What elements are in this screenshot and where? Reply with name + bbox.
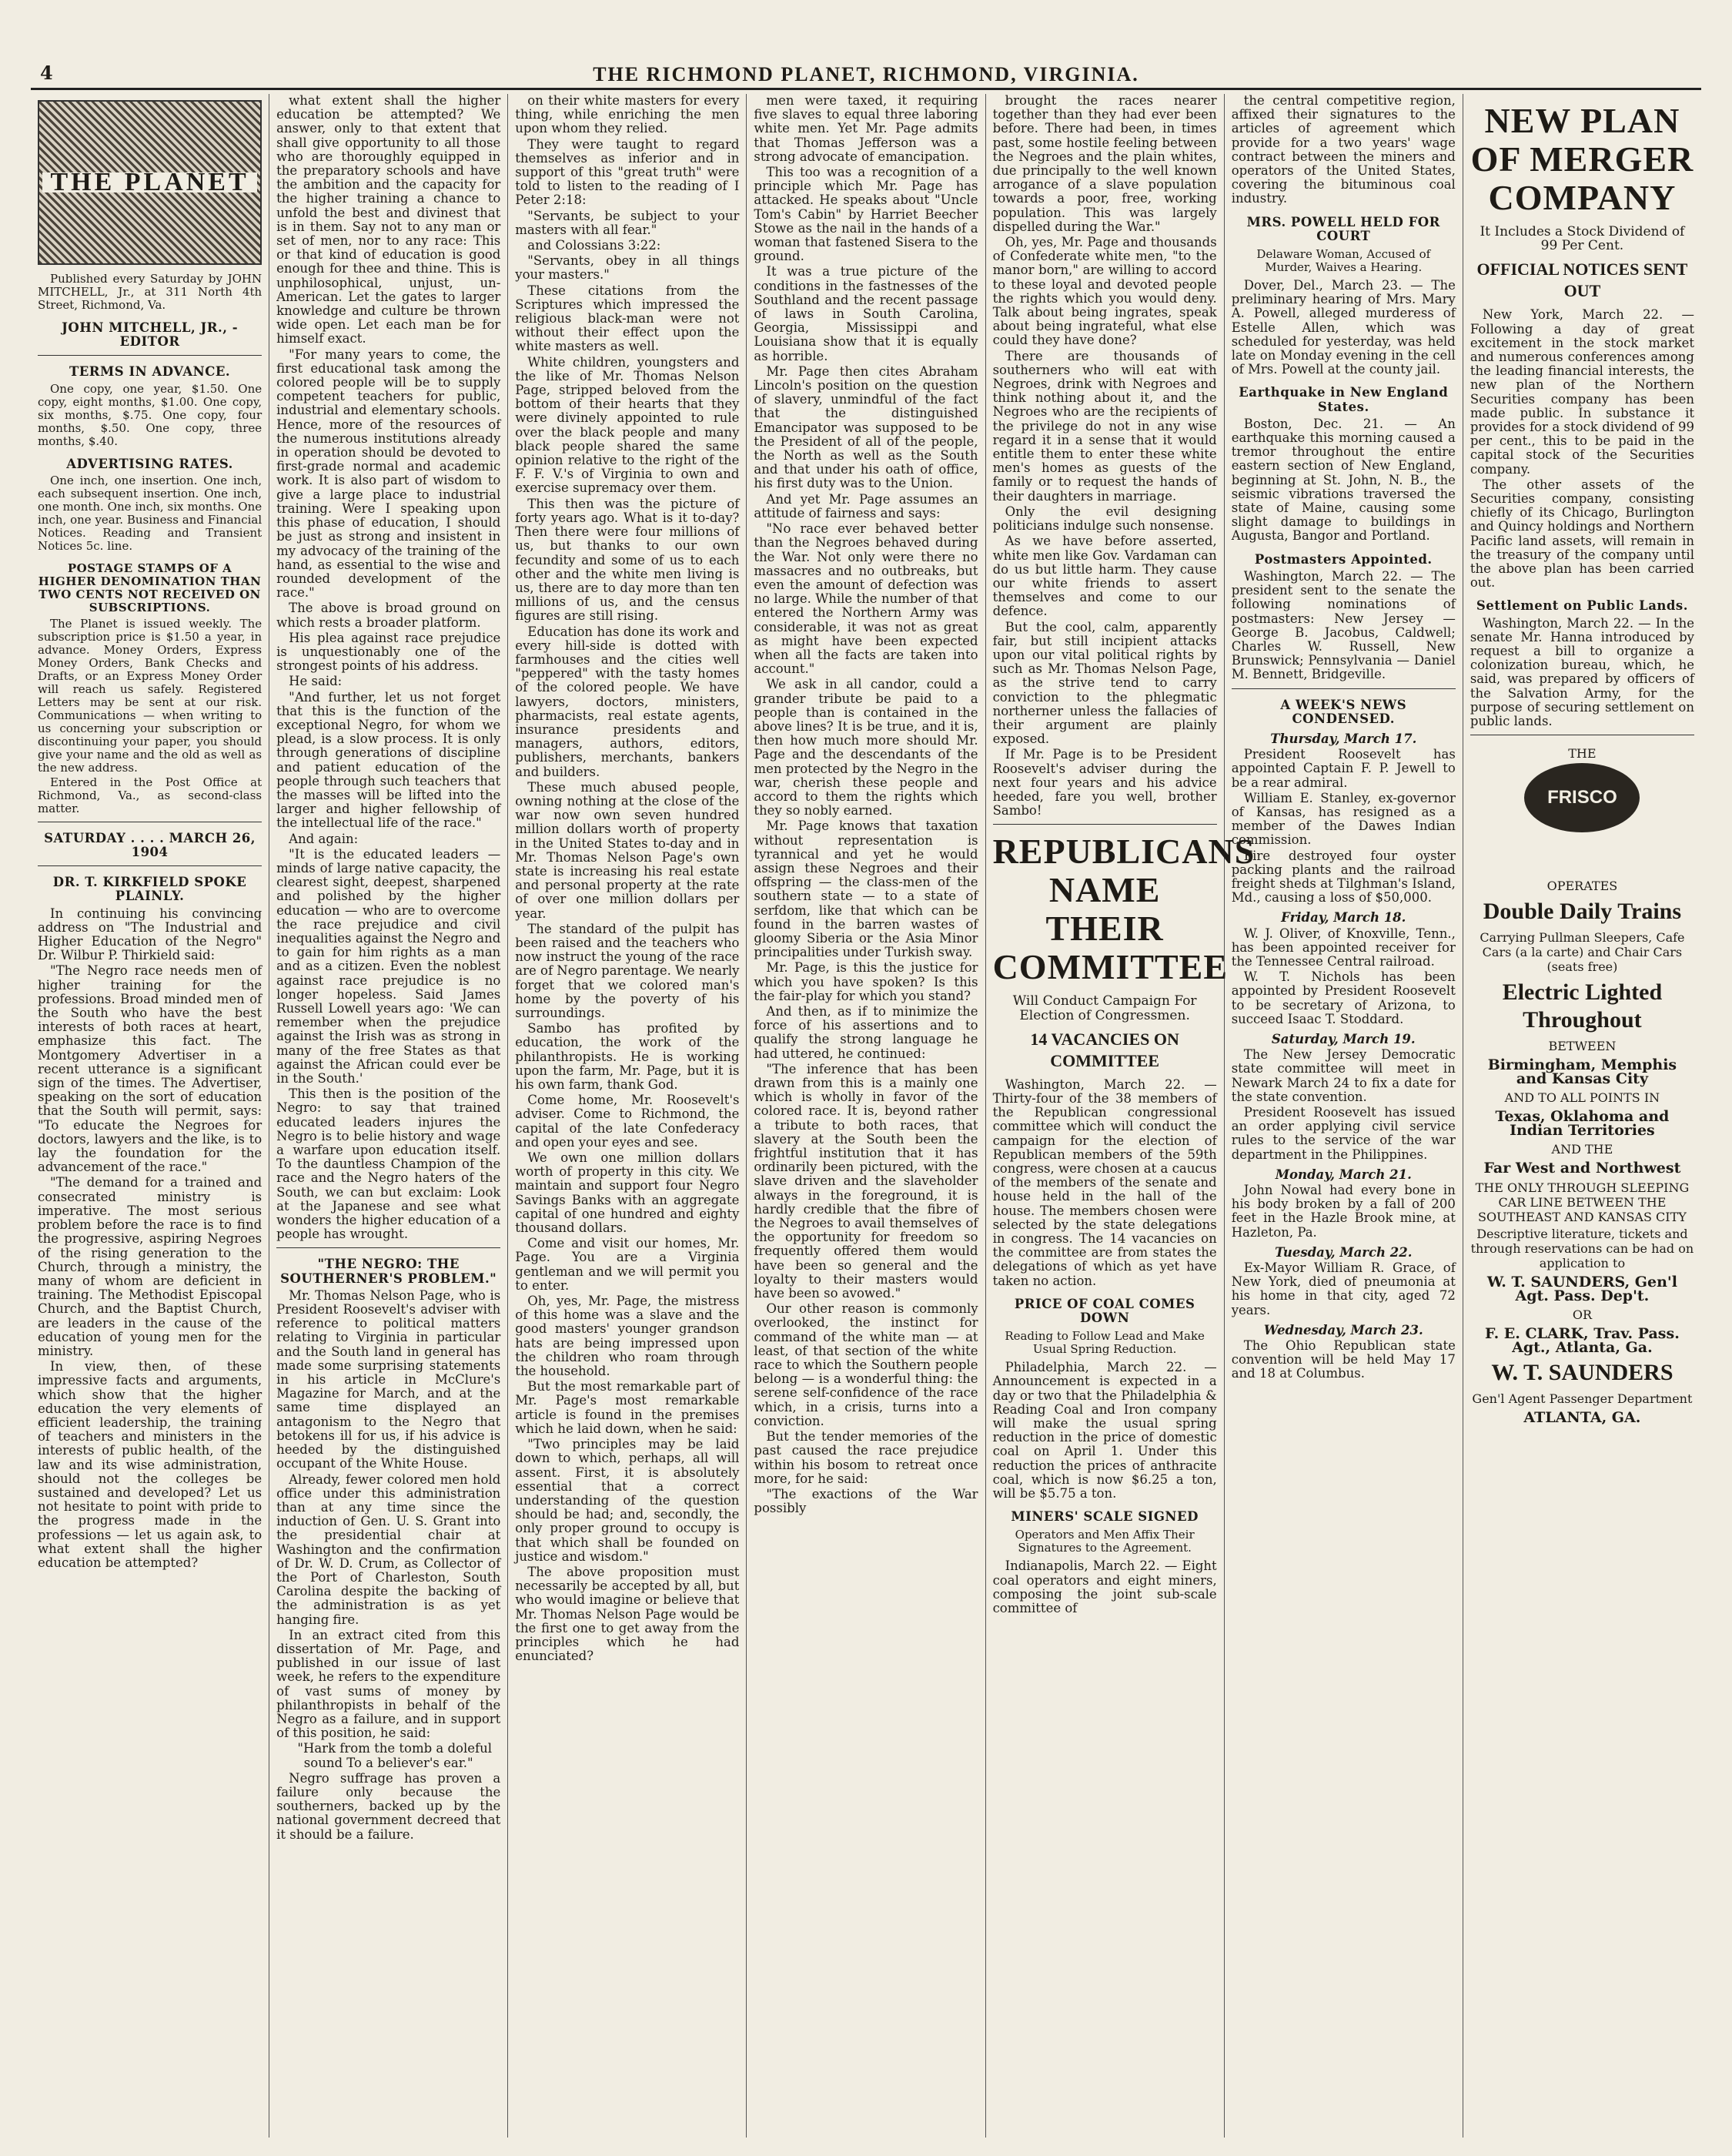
news-item: President Roosevelt has issued an order applying civil service rules to the service of the war department in the Philippines. <box>1231 1105 1456 1162</box>
article-paragraph: Boston, Dec. 21. — An earthquake this morning caused a tremor throughout the entire eastern section of New England, beginning at St. John, N. B., the seismic vibrations traversed the state of Maine, causing some slight damage to buildings in Augusta, Bangor and Portland. <box>1231 416 1456 544</box>
ad-agent: W. T. SAUNDERS, Gen'l Agt. Pass. Dep't. <box>1486 1273 1677 1304</box>
article-paragraph: White children, youngsters and the like of Mr. Thomas Nelson Page, stripped beloved from the bottom of their hearts that they were divinely appointed to rule over the black people and many black people shared the same opinion relative to the right of the F. F. V.'s of Virginia to own and exercise supremacy over them. <box>515 354 740 496</box>
article-paragraph: the central competitive region, affixed their signatures to the articles of agreement which provide for a two years' wage contract between the miners and operators of the United States, covering the bituminous coal industry. <box>1231 93 1456 206</box>
article-paragraph: Philadelphia, March 22. — Announcement is expected in a day or two that the Philadelphia & Reading Coal and Iron company will make the usual spring reduction in the price of domestic coal on April 1. Under this reduction the prices of anthracite coal, which is now $6.25 a ton, will be $5.75 a ton. <box>992 1360 1217 1502</box>
article-paragraph: Come and visit our homes, Mr. Page. You are a Virginia gentleman and we will permit you to enter. <box>515 1236 740 1293</box>
section-heading: 14 VACANCIES ON COMMITTEE <box>1030 1029 1179 1070</box>
postage-notice: POSTAGE STAMPS OF A HIGHER DENOMINATION THAN TWO CENTS NOT RECEIVED ON SUBSCRIPTIONS. <box>38 561 262 614</box>
news-item: Fire destroyed four oyster packing plants and the railroad freight sheds at Tilghman's Island, Md., causing a loss of $50,000. <box>1231 848 1456 906</box>
ad-title: Double Daily Trains <box>1483 898 1682 924</box>
page-number: 4 <box>40 62 53 84</box>
article-paragraph: Education has done its work and every hill-side is dotted with farmhouses and the cities well "peppered" with the tasty homes of the colored people. We have lawyers, doctors, ministers, pharmacists, real estate agents, insurance presidents and managers, authors, editors, publishers, merchants, bankers and builders. <box>515 624 740 779</box>
quotation: "Hark from the tomb a doleful sound To a believer's ear." <box>297 1741 493 1770</box>
masthead: THE RICHMOND PLANET, RICHMOND, VIRGINIA. <box>593 63 1139 85</box>
column-2 <box>269 94 508 2138</box>
article-paragraph: In view, then, of these impressive facts and arguments, which show that the higher education the very elements of efficient leadership, the training of teachers and ministers in the interests of public health, of the law and its wise administration, should not the colleges be sustained and developed? Let us not hesitate to point with pride to the progress made in the professions — let us again ask, to what extent shall the higher education be attempted? <box>38 1359 262 1570</box>
article-paragraph: Negro suffrage has proven a failure only because the southerners, backed up by the national government decreed that it should be a failure. <box>276 1770 501 1842</box>
article-paragraph: "The Negro race needs men of higher training for the professions. Broad minded men of the South who have the best interests of both races at heart, emphasize this fact. The Montgomery Advertiser in a recent utterance is a significant sign of the times. The Advertiser, speaking on the sort of education that the South will permit, says: "To educate the Negroes for doctors, lawyers and the like, is to lay the foundation for the advancement of the race." <box>38 963 262 1175</box>
article-paragraph: We own one million dollars worth of property in this city. We maintain and support four Negro Savings Banks with an aggregate capital of one hundred and eighty thousand dollars. <box>515 1150 740 1236</box>
ad-text: OR <box>1572 1307 1592 1322</box>
columns <box>31 94 1701 2138</box>
subheadline: Operators and Men Affix Their Signatures to the Agreement. <box>1015 1528 1195 1555</box>
news-item: President Roosevelt has appointed Captain F. P. Jewell to be a rear admiral. <box>1231 747 1456 790</box>
ad-cities: Far West and Northwest <box>1483 1160 1681 1177</box>
article-paragraph: His plea against race prejudice is unquestionably one of the strongest points of his address. <box>276 630 501 674</box>
publisher-notice: Published every Saturday by JOHN MITCHELL, Jr., at 311 North 4th Street, Richmond, Va. <box>38 272 262 312</box>
article-paragraph: Our other reason is commonly overlooked, the instinct for command of the white man — at least, of that section of the white race to which the Southern people belong — is a wonderful thing: the serene self-confidence of the race which, in a crisis, turns into a conviction. <box>754 1301 978 1428</box>
article-paragraph: This too was a recognition of a principle which Mr. Page has attacked. He speaks about "Uncle Tom's Cabin" by Harriet Beecher Stowe as the nail in the hands of a woman that fastened Sisera to the ground. <box>754 165 978 264</box>
planet-logo: THE PLANET <box>38 100 262 265</box>
article-paragraph: "No race ever behaved better than the Negroes behaved during the War. Not only were there no massacres and no outbreaks, but even the amount of defection was no large. While the number of that entered the Northern Army was considerable, it was not as great as might have been expected when all the facts are taken into account." <box>754 521 978 677</box>
section-heading: A WEEK'S NEWS CONDENSED. <box>1280 697 1407 726</box>
ad-agent-name: W. T. SAUNDERS <box>1491 1360 1673 1386</box>
ad-cities: Birmingham, Memphis and Kansas City <box>1487 1056 1677 1087</box>
article-paragraph: Dover, Del., March 23. — The preliminary hearing of Mrs. Mary A. Powell, alleged murderess of Estelle Allen, which was scheduled for yesterday, was held late on Monday evening in the cell of Mrs. Powell at the county jail. <box>1231 278 1456 377</box>
article-paragraph: "And further, let us not forget that this is the function of the exceptional Negro, for whom we plead, is a slow process. It is only through generations of discipline and patient education of the people through such teachers that the masses will be lifted into the larger and higher fellowship of the intellectual life of the race." <box>276 689 501 831</box>
article-paragraph: These much abused people, owning nothing at the close of the war now own seven hundred million dollars worth of property in the United States to-day and in Mr. Thomas Nelson Page's own state is increasing his real estate and personal property at the rate of over one million dollars per year. <box>515 779 740 921</box>
news-item: Ex-Mayor William R. Grace, of New York, died of pneumonia at his home in that city, aged 72 years. <box>1231 1260 1456 1317</box>
issue-dateline: SATURDAY . . . . MARCH 26, 1904 <box>44 830 256 860</box>
column-3 <box>508 94 747 2138</box>
article-paragraph: We ask in all candor, could a grander tribute be paid to a people than is contained in the above lines? It is be true, and it is, then how much more should Mr. Page and the descendants of the men protected by the Negro in the war, cherish these people and accord to them the rights which they so nobly earned. <box>754 677 978 819</box>
editor-line: JOHN MITCHELL, JR., - EDITOR <box>62 320 239 350</box>
column-7 <box>1463 94 1701 2138</box>
divider <box>993 824 1217 825</box>
day-heading: Saturday, March 19. <box>1271 1031 1416 1046</box>
article-title: "THE NEGRO: THE SOUTHERNER'S PROBLEM." <box>280 1257 497 1286</box>
ad-text: Carrying Pullman Sleepers, Cafe Cars (a la carte) and Chair Cars (seats free) <box>1480 929 1685 974</box>
article-paragraph: They were taught to regard themselves as inferior and in support of this "great truth" were told to listen to the reading of I Peter 2:18: <box>515 136 740 208</box>
subheadline: Delaware Woman, Accused of Murder, Waives a Hearing. <box>1256 247 1431 275</box>
divider <box>38 355 262 356</box>
article-paragraph: "It is the educated leaders — minds of large native capacity, the clearest sight, deepest, sharpened and polished by the higher education — who are to overcome the race prejudice and civil inequalities against the Negro and to gain for him rights as a man and as a citizen. Even the noblest against race prejudice is no longer hopeless. Said James Russell Lowell years ago: 'We can remember when the prejudice against the Irish was as strong in many of the free States as that against the African could ever be in the South.' <box>276 846 501 1086</box>
article-paragraph: And again: <box>289 831 359 846</box>
article-paragraph: Indianapolis, March 22. — Eight coal operators and eight miners, composing the joint sub-scale committee of <box>992 1558 1217 1616</box>
headline: NEW PLAN OF MERGER COMPANY <box>1470 101 1694 217</box>
article-paragraph: Mr. Page, is this the justice for which you have spoken? Is this the fair-play for which you stand? <box>754 960 978 1003</box>
article-paragraph: Mr. Page knows that taxation without representation is tyrannical and yet he would assign these Negroes and their offspring — the class-men of the southern state — to a state of serfdom, like that which can be found in the barren wastes of gloomy Siberia or the Asia Minor principalities under Turkish sway. <box>754 819 978 960</box>
article-paragraph: Sambo has profited by education, the work of the philanthropists. He is working upon the farm, Mr. Page, but it is his own farm, thank God. <box>515 1021 740 1093</box>
quotation: and Colossians 3:22: <box>527 238 661 253</box>
ad-cities: Texas, Oklahoma and Indian Territories <box>1495 1107 1670 1140</box>
article-paragraph: It was a true picture of the conditions in the fastnesses of the Southland and the recent passage of laws in South Carolina, Georgia, Mississippi and Louisiana show that it is equally as horrible. <box>754 264 978 363</box>
divider <box>276 1247 500 1248</box>
ad-city: ATLANTA, GA. <box>1523 1409 1641 1427</box>
article-paragraph: The standard of the pulpit has been raised and the teachers who now instruct the young of the race are of Negro parentage. We nearly forget that we colored man's home by the poverty of his surroundings. <box>515 921 740 1020</box>
article-paragraph: The above is broad ground on which rests a broader platform. <box>276 601 501 630</box>
terms-text: One copy, one year, $1.50. One copy, eight months, $1.00. One copy, six months, $.75. One copy, four months, $.50. One copy, three months, $.40. <box>38 381 262 448</box>
article-title: Settlement on Public Lands. <box>1476 598 1688 614</box>
news-item: W. J. Oliver, of Knoxville, Tenn., has been appointed receiver for the Tennessee Central railroad. <box>1231 926 1456 969</box>
article-paragraph: Washington, March 22. — Thirty-four of the 38 members of the Republican congressional committee which will conduct the campaign for the election of Republican members of the 59th congress, were chosen at a caucus of the members of the senate and house held in the hall of the house. The members chosen were selected by the state delegations in congress. The 14 vacancies on the committee are from states the delegations of which as yet have taken no action. <box>992 1076 1217 1288</box>
article-paragraph: He said: <box>289 674 343 689</box>
article-title: PRICE OF COAL COMES DOWN <box>1014 1296 1195 1326</box>
article-paragraph: Oh, yes, Mr. Page and thousands of Confederate white men, "to the manor born," are willing to accord to these loyal and devoted people the rights which you would deny. Talk about being ingrates, speak about being ingrateful, what else could they have done? <box>992 235 1217 348</box>
news-item: The New Jersey Democratic state committee will meet in Newark March 24 to fix a date for the state convention. <box>1231 1047 1456 1104</box>
article-paragraph: But the most remarkable part of Mr. Page's most remarkable article is found in the premises which he laid down, when he said: <box>515 1379 740 1436</box>
masthead-rule <box>31 88 1701 90</box>
quotation: "Servants, obey in all things your masters." <box>515 253 740 283</box>
article-paragraph: "The demand for a trained and consecrated ministry is imperative. The most serious problem before the race is to find the progressive, aspiring Negroes of the rising generation to the Church, through a ministry, the many of whom are deficient in training. The Methodist Episcopal Church, and the Baptist Church, are leaders in the cause of the education of young men for the ministry. <box>38 1175 262 1358</box>
article-paragraph: "Two principles may be laid down to which, perhaps, all will assent. First, it is absolutely essential that a correct understanding of the question should be had; and, secondly, the only proper ground to occupy is that which shall be founded on justice and wisdom." <box>515 1437 740 1564</box>
ad-agent: F. E. CLARK, Trav. Pass. Agt., Atlanta, Ga. <box>1485 1324 1680 1357</box>
ad-operates: OPERATES <box>1546 878 1618 893</box>
article-paragraph: "The inference that has been drawn from this is a mainly one which is wholly in favor of the colored race. It is, beyond rather a tribute to both races, that slavery at the South been the frightful institution that it has ordinarily been pictured, with the slave driven and the slaveholder always in the foreground, it is hardly credible that the fibre of the Negroes to avail themselves of the opportunity for freedom so frequently offered them would have been so general and the loyalty to their masters would have been so avowed." <box>754 1061 978 1301</box>
article-paragraph: There are thousands of southerners who will eat with Negroes, drink with Negroes and think nothing about it, and the Negroes who are the recipients of the privilege do not in any wise regard it in a sense that it would entitle them to enter these white men's homes as guests of the family or to request the hands of their daughters in marriage. <box>992 348 1217 504</box>
subheadline: Will Conduct Campaign For Election of Congressmen. <box>1012 993 1197 1023</box>
article-paragraph: And then, as if to minimize the force of his assertions and to qualify the strong language he had uttered, he continued: <box>754 1004 978 1061</box>
news-item: John Nowal had every bone in his body broken by a fall of 200 feet in the Hazle Brook mine, at Hazleton, Pa. <box>1231 1183 1456 1240</box>
article-paragraph: These citations from the Scriptures which impressed the religious black-man were not without their effect upon the white masters as well. <box>515 283 740 354</box>
ad-text: Gen'l Agent Passenger Department <box>1472 1391 1693 1407</box>
section-heading: OFFICIAL NOTICES SENT OUT <box>1476 259 1688 301</box>
ad-the: THE <box>1568 746 1597 762</box>
day-heading: Friday, March 18. <box>1281 910 1406 926</box>
news-item: The Ohio Republican state convention will be held May 17 and 18 at Columbus. <box>1231 1338 1456 1381</box>
news-item: W. T. Nichols has been appointed by President Roosevelt to be secretary of Arizona, to succeed Isaac T. Stoddard. <box>1231 969 1456 1026</box>
article-paragraph: on their white masters for every thing, while enriching the men upon whom they relied. <box>515 93 740 136</box>
frisco-advertisement <box>1470 746 1694 1427</box>
ad-text: Descriptive literature, tickets and through reservations can be had on application to <box>1470 1226 1694 1270</box>
quotation: "Servants, be subject to your masters with all fear." <box>515 208 740 237</box>
article-title: DR. T. KIRKFIELD SPOKE PLAINLY. <box>52 875 247 904</box>
ad-text: AND TO ALL POINTS IN <box>1504 1090 1660 1105</box>
column-1 <box>31 94 269 2138</box>
subheadline: It Includes a Stock Dividend of 99 Per Cent. <box>1480 224 1685 254</box>
article-paragraph: Come home, Mr. Roosevelt's adviser. Come to Richmond, the capital of the late Confederacy and open your eyes and see. <box>515 1093 740 1150</box>
divider <box>1232 688 1456 689</box>
article-paragraph: This then was the picture of forty years ago. What is it to-day? Then there were four millions of us, but thanks to our own fecundity and some of us to each other and the white men living is us, there are to day more than ten millions of us, and the census figures are still rising. <box>515 496 740 624</box>
day-heading: Monday, March 21. <box>1275 1167 1412 1182</box>
article-paragraph: If Mr. Page is to be President Roosevelt's adviser during the next four years and his advice heeded, fare you well, brother Sambo! <box>992 747 1217 819</box>
article-title: MINERS' SCALE SIGNED <box>1011 1509 1199 1525</box>
article-paragraph: Oh, yes, Mr. Page, the mistress of this home was a slave and the good masters' younger grandson hats are being impressed upon the children who roam through the household. <box>515 1294 740 1379</box>
article-paragraph: The other assets of the Securities company, consisting chiefly of its Chicago, Burlington and Quincy holdings and Northern Pacific land assets, will remain in the treasury of the company until the above plan has been carried out. <box>1470 477 1694 591</box>
article-paragraph: But the cool, calm, apparently fair, but still incipient attacks upon our vital political rights by such as Mr. Thomas Nelson Page, as the strive tend to carry conviction to the phlegmatic northerner unless the fallacies of their argument are plainly exposed. <box>992 619 1217 747</box>
subscription-notice: The Planet is issued weekly. The subscription price is $1.50 a year, in advance. Money Orders, Express Money Orders, Bank Checks and Drafts, or an Express Money Order will reach us safely. Registered Letters may be sent at our risk. Communications — when writing to us concerning your subscription or discontinuing your paper, you should give your name and the old as well as the new address. <box>38 616 262 775</box>
article-title: Earthquake in New England States. <box>1239 385 1449 414</box>
ad-text: AND THE <box>1551 1142 1613 1157</box>
day-heading: Tuesday, March 22. <box>1275 1244 1413 1260</box>
terms-title: TERMS IN ADVANCE. <box>69 364 231 380</box>
advertising-text: One inch, one insertion. One inch, each subsequent insertion. One inch, one month. One inch, six months. One inch, one year. Business and Financial Notices. Reading and Transient Notices 5c. line. <box>38 473 262 553</box>
article-paragraph: Washington, March 22. — In the senate Mr. Hanna introduced by request a bill to organize a colonization bureau, which, he said, was prepared by officers of the Salvation Army, for the purpose of securing settlement on public lands. <box>1470 615 1694 729</box>
article-paragraph: In continuing his convincing address on "The Industrial and Higher Education of the Negro" Dr. Wilbur P. Thirkield said: <box>38 906 262 963</box>
article-paragraph: New York, March 22. — Following a day of great excitement in the stock market and numerous conferences among the leading financial interests, the new plan of the Northern Securities company has been made public. In substance it provides for a stock dividend of 99 per cent., this to be paid in the capital stock of the Securities company. <box>1470 307 1694 477</box>
news-item: William E. Stanley, ex-governor of Kansas, has resigned as a member of the Dawes Indian commission. <box>1231 790 1456 848</box>
article-paragraph: In an extract cited from this dissertation of Mr. Page, and published in our issue of last week, he refers to the expenditure of vast sums of money by philanthropists in behalf of the Negro as a failure, and in support of this position, he said: <box>276 1627 501 1741</box>
article-paragraph: Only the evil designing politicians indulge such nonsense. <box>992 504 1217 534</box>
article-paragraph: brought the races nearer together than they had ever been before. There had been, in times past, some hostile feeling between the Negroes and the plain whites, due principally to the well known arrogance of a slave population towards a poor, free, working population. This was largely dispelled during the War." <box>992 93 1217 234</box>
subheadline: Reading to Follow Lead and Make Usual Spring Reduction. <box>1005 1329 1205 1357</box>
column-6 <box>1225 94 1463 2138</box>
article-paragraph: And yet Mr. Page assumes an attitude of fairness and says: <box>754 491 978 521</box>
article-paragraph: "The exactions of the War possibly <box>754 1486 978 1516</box>
day-heading: Thursday, March 17. <box>1270 731 1417 746</box>
article-paragraph: Washington, March 22. — The president sent to the senate the following nominations of postmasters: New Jersey — George B. Jacobus, Caldwell; Charles W. Russell, New Brunswick; Pennsylvania — Daniel M. Bennett, Bridgeville. <box>1231 568 1456 682</box>
divider <box>38 865 262 866</box>
article-title: Postmasters Appointed. <box>1254 551 1433 567</box>
article-paragraph: men were taxed, it requiring five slaves to equal three laboring white men. Yet Mr. Page admits that Thomas Jefferson was a strong advocate of emancipation. <box>754 93 978 164</box>
article-paragraph: Mr. Page then cites Abraham Lincoln's position on the question of slavery, unmindful of the fact that the distinguished Emancipator was supposed to be the President of all of the people, the North as well as the South and that under his oath of office, his first duty was to the Union. <box>754 363 978 491</box>
frisco-logo: FRISCO SYSTEM <box>1524 763 1640 832</box>
article-paragraph: This then is the position of the Negro: to say that trained educated leaders injures the Negro is to belie history and wage a warfare upon education itself. To the dauntless Champion of the race and the Negro haters of the South, we can but exclaim: Look at the Japanese and see what wonders the higher education of a people has wrought. <box>276 1086 501 1242</box>
ad-text: THE ONLY THROUGH SLEEPING CAR LINE BETWEEN THE SOUTHEAST AND KANSAS CITY <box>1475 1180 1690 1224</box>
day-heading: Wednesday, March 23. <box>1263 1322 1423 1337</box>
column-4 <box>747 94 985 2138</box>
article-paragraph: "For many years to come, the first educational task among the colored people will be to supply competent teachers for public, industrial and elementary schools. Hence, more of the resources of the numerous institutions already in operation should be devoted to first-grade normal and academic work. It is also part of wisdom to give a large place to industrial training. Were I speaking upon this phase of education, I should be just as strong and insistent in my advocacy of the training of the hand, as essential to the wise and rounded development of the race." <box>276 346 501 601</box>
advertising-title: ADVERTISING RATES. <box>66 456 233 471</box>
headline: REPUBLICANS NAME THEIR COMMITTEE <box>992 832 1256 987</box>
article-paragraph: Mr. Thomas Nelson Page, who is President Roosevelt's adviser with reference to political matters relating to Virginia in particular and the South land in general has made some surprising statements in his article in McClure's Magazine for March, and at the same time displayed an antagonism to the Negro that betokens ill for us, if his advice is heeded by the distinguished occupant of the White House. <box>276 1287 501 1471</box>
article-title: MRS. POWELL HELD FOR COURT <box>1246 214 1440 243</box>
article-paragraph: The above proposition must necessarily be accepted by all, but who would imagine or believe that Mr. Thomas Nelson Page would be the first one to get away from the principles which he had enunciated? <box>515 1564 740 1664</box>
article-paragraph: But the tender memories of the past caused the race prejudice within his bosom to retreat once more, for he said: <box>754 1429 978 1486</box>
column-5 <box>986 93 1256 2138</box>
article-paragraph: As we have before asserted, white men like Gov. Vardaman can do us but little harm. They cause our white friends to assert themselves and come to our defence. <box>992 534 1217 619</box>
ad-text: BETWEEN <box>1548 1038 1617 1053</box>
ad-title: Electric Lighted Throughout <box>1502 979 1663 1033</box>
article-paragraph: what extent shall the higher education be attempted? We answer, only to that extent that shall give opportunity to all those who are thoroughly equipped in the preparatory schools and have the ambition and the capacity for the higher training a chance to unfold the best and divinest that is in them. Say not to any man or set of men, nor to any race: This or that kind of education is good enough for thee and thine. This is unphilosophical, unjust, un-American. Let the gates to larger knowledge and culture be thrown wide open. Let each man be for himself exact. <box>276 93 501 346</box>
article-paragraph: Already, fewer colored men hold office under this administration than at any time since the induction of Gen. U. S. Grant into the presidential chair at Washington and the confirmation of Dr. W. D. Crum, as Collector of the Port of Charleston, South Carolina despite the backing of the administration is as yet hanging fire. <box>276 1471 501 1627</box>
entered-notice: Entered in the Post Office at Richmond, Va., as second-class matter. <box>38 775 262 815</box>
